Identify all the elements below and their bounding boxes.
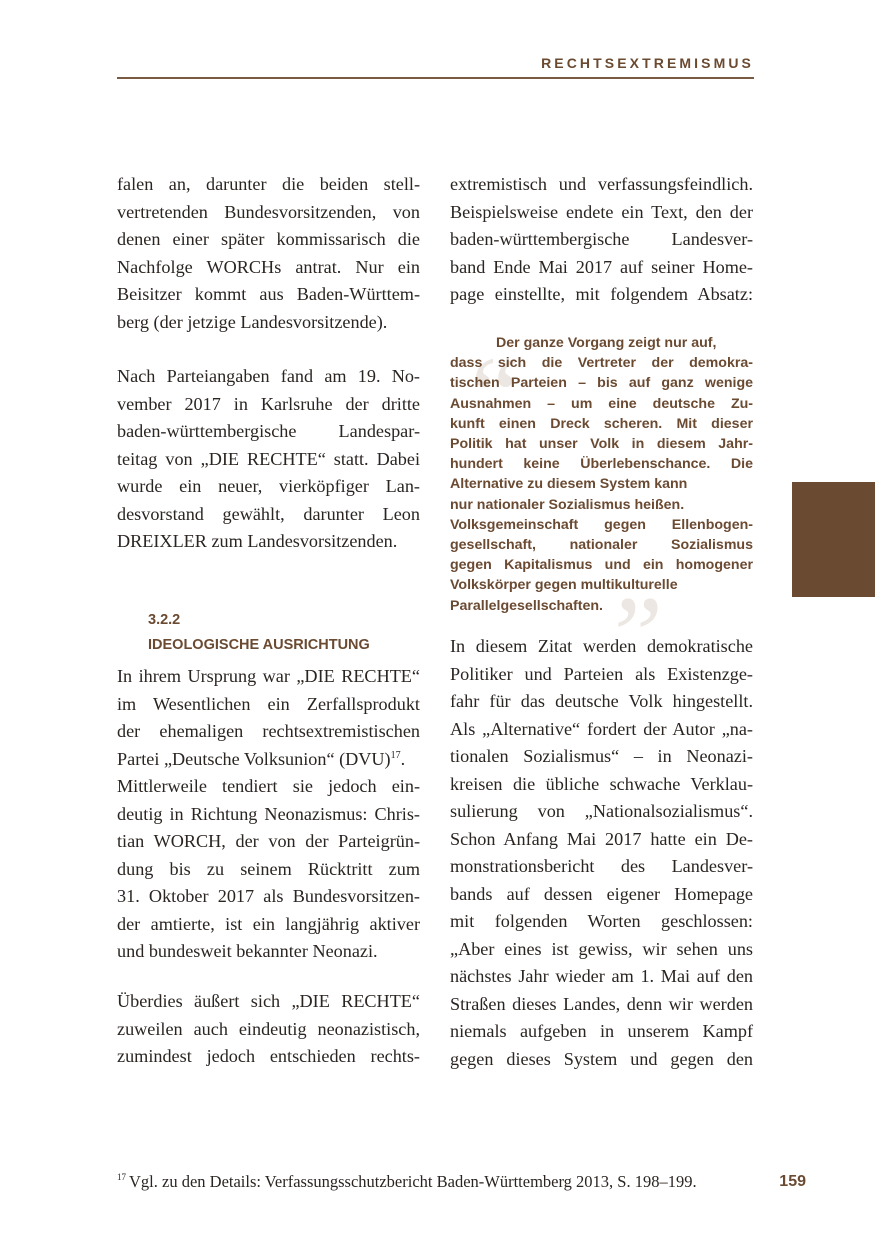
text-span: . [400, 748, 406, 769]
header-rule [117, 77, 754, 79]
text-line: deutig in Richtung Neonazismus: Chris- [117, 803, 420, 824]
footnote-reference[interactable]: 17 [390, 749, 401, 761]
text-line: DREIXLER zum Landesvorsitzenden. [117, 531, 398, 551]
text-line: band Ende Mai 2017 auf seiner Home- [450, 256, 753, 277]
text-line: zumindest jedoch entschieden rechts- [117, 1046, 420, 1066]
text-line: im Wesentlichen ein Zerfallsprodukt [117, 693, 420, 714]
text-line: nächstes Jahr wieder am 1. Mai auf den [450, 966, 753, 986]
text-line: kreisen die übliche schwache Verklau- [450, 773, 753, 794]
chapter-side-tab [792, 482, 875, 597]
text-line: Beisitzer kommt aus Baden-Württem- [117, 284, 420, 304]
text-line: falen an, darunter die beiden stell- [117, 174, 420, 194]
text-line: desvorstand gewählt, darunter Leon [117, 503, 420, 524]
quote-line: kunft einen Dreck scheren. Mit dieser [450, 415, 753, 432]
text-line: mit folgenden Worten geschlossen: [450, 911, 753, 931]
text-line: denen einer später kommissarisch die [117, 229, 420, 249]
quote-line: hundert keine Überlebenschance. Die [450, 456, 753, 473]
text-line: zuweilen auch eindeutig neonazistisch, [117, 1018, 420, 1039]
text-line: baden-württembergische Landesver- [450, 229, 753, 249]
text-line: extremistisch und verfassungsfeindlich. [450, 174, 753, 194]
quote-line: Alternative zu diesem System kann [450, 476, 688, 493]
close-quote-mark-icon: ” [602, 574, 664, 696]
section-title: IDEOLOGISCHE AUSRICHTUNG [148, 637, 370, 653]
text-line: und bundesweit bekannter Neonazi. [117, 941, 378, 961]
text-line: Straßen dieses Landes, denn wir werden [450, 993, 753, 1014]
text-line: dung bis zu seinem Rücktritt zum [117, 858, 420, 879]
quote-line: gegen Kapitalismus und ein homogener [450, 557, 753, 574]
section-number: 3.2.2 [148, 612, 181, 628]
quote-line: Volksgemeinschaft gegen Ellenbogen- [450, 516, 753, 533]
text-line: In ihrem Ursprung war „DIE RECHTE“ [117, 666, 420, 686]
text-line: 31. Oktober 2017 als Bundesvorsitzen- [117, 886, 420, 906]
quote-line: Volkskörper gegen multikulturelle [450, 577, 678, 594]
text-line: „Aber eines ist gewiss, wir sehen uns [450, 938, 753, 959]
text-line: Überdies äußert sich „DIE RECHTE“ [117, 991, 420, 1011]
running-header: RECHTSEXTREMISMUS [541, 55, 754, 71]
text-line [117, 746, 420, 774]
footnote [117, 1172, 697, 1192]
text-line: monstrationsbericht des Landesver- [450, 856, 753, 876]
text-line: In diesem Zitat werden demokratische [450, 636, 753, 656]
text-line: wurde ein neuer, vierköpfiger Lan- [117, 476, 420, 496]
quote-line: Ausnahmen – um eine deutsche Zu- [450, 395, 753, 412]
text-line: Schon Anfang Mai 2017 hatte ein De- [450, 828, 753, 849]
text-line: berg (der jetzige Landesvorsitzende). [117, 311, 388, 332]
quote-line: Parallelgesellschaften. [450, 597, 603, 614]
text-line: Nach Parteiangaben fand am 19. No- [117, 366, 420, 386]
text-line: page einstellte, mit folgendem Absatz: [450, 284, 753, 304]
text-line: gegen dieses System und gegen den [450, 1048, 753, 1069]
text-line: vember 2017 in Karlsruhe der dritte [117, 393, 420, 414]
quote-line: Der ganze Vorgang zeigt nur auf, [496, 335, 717, 351]
open-quote-mark-icon: “ [460, 334, 522, 456]
text-line: baden-württembergische Landespar- [117, 421, 420, 441]
text-line: Beispielsweise endete ein Text, den der [450, 201, 753, 222]
text-line: vertretenden Bundesvorsitzenden, von [117, 201, 420, 222]
text-line: teitag von „DIE RECHTE“ statt. Dabei [117, 448, 420, 469]
text-line: bands auf dessen eigener Homepage [450, 883, 753, 904]
text-span: Partei „Deutsche Volksunion“ (DVU) [117, 748, 391, 769]
quote-line: Politik hat unser Volk in diesem Jahr- [450, 436, 753, 452]
footnote-text: Vgl. zu den Details: Verfassungsschutzbericht Baden-Württemberg 2013, S. 198–199. [129, 1172, 697, 1191]
text-line: tian WORCH, der von der Parteigrün- [117, 831, 420, 851]
footnote-number: 17 [117, 1172, 126, 1182]
quote-line: gesellschaft, nationaler Sozialismus [450, 537, 753, 553]
text-line: Nachfolge WORCHs antrat. Nur ein [117, 256, 420, 277]
quote-line: tischen Parteien – bis auf ganz wenige [450, 375, 753, 392]
text-line: tionalen Sozialismus“ – in Neonazi- [450, 746, 753, 766]
text-line: Als „Alternative“ fordert der Autor „na- [450, 718, 753, 739]
text-line: sulierung von „Nationalsozialismus“. [450, 801, 753, 821]
quote-line: dass sich die Vertreter der demokra- [450, 355, 753, 372]
page-number: 159 [779, 1173, 806, 1190]
text-line: Mittlerweile tendiert sie jedoch ein- [117, 776, 420, 796]
text-line: der amtierte, ist ein langjährig aktiver [117, 913, 420, 934]
text-line: niemals aufgeben in unserem Kampf [450, 1021, 753, 1041]
text-line: Politiker und Parteien als Existenzge- [450, 663, 753, 684]
text-line: der ehemaligen rechtsextremistischen [117, 721, 420, 741]
text-line: fahr für das deutsche Volk hingestellt. [450, 691, 753, 711]
quote-line: nur nationaler Sozialismus heißen. [450, 496, 685, 513]
